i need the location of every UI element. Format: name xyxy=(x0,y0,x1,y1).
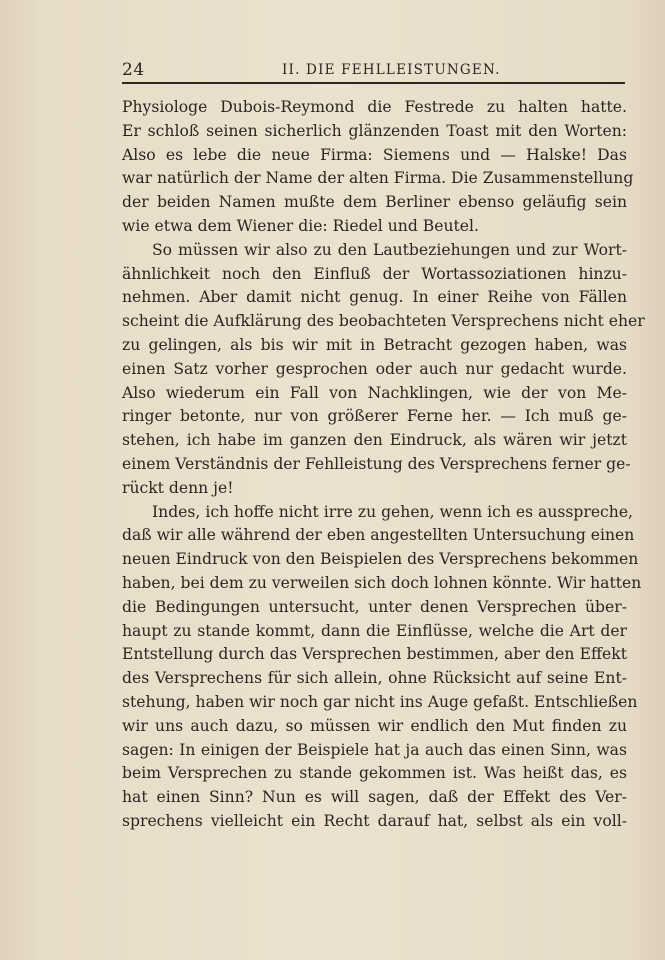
text-line: der beiden Namen mußte dem Berliner ebenso geläufig sein xyxy=(122,193,627,212)
text-line: Indes, ich hoffe nicht irre zu gehen, wenn ich es ausspreche, xyxy=(152,502,634,521)
text-line: Also wiederum ein Fall von Nachklingen, wie der von Me- xyxy=(122,383,627,402)
text-line: sagen: In einigen der Beispiele hat ja auch das einen Sinn, was xyxy=(122,740,627,759)
text-line: zu gelingen, als bis wir mit in Betracht gezogen haben, was xyxy=(122,335,627,354)
text-line: rückt denn je! xyxy=(122,478,234,497)
text-line: beim Versprechen zu stande gekommen ist. Was heißt das, es xyxy=(122,764,627,783)
text-line: neuen Eindruck von den Beispielen des Versprechens bekommen xyxy=(122,550,639,569)
text-line: hat einen Sinn? Nun es will sagen, daß der Effekt des Ver- xyxy=(122,788,627,807)
text-line: ringer betonte, nur von größerer Ferne her. — Ich muß ge- xyxy=(122,407,627,426)
text-line: Er schloß seinen sicherlich glänzenden Toast mit den Worten: xyxy=(122,121,627,140)
text-line: sprechens vielleicht ein Recht darauf hat, selbst als ein voll- xyxy=(122,811,627,830)
text-line: So müssen wir also zu den Lautbeziehungen und zur Wort- xyxy=(152,240,627,259)
text-line: wie etwa dem Wiener die: Riedel und Beutel. xyxy=(122,216,479,235)
running-head: II. DIE FEHLLEISTUNGEN. xyxy=(282,62,501,78)
text-line: haupt zu stande kommt, dann die Einflüsse, welche die Art der xyxy=(122,621,627,640)
text-line: Entstellung durch das Versprechen bestimmen, aber den Effekt xyxy=(122,645,627,664)
text-line: daß wir alle während der eben angestellten Untersuchung einen xyxy=(122,526,635,545)
text-line: war natürlich der Name der alten Firma. Die Zusammenstellung xyxy=(122,169,634,188)
text-line: haben, bei dem zu verweilen sich doch lohnen könnte. Wir hatten xyxy=(122,573,642,592)
header-rule xyxy=(122,82,625,84)
text-line: die Bedingungen untersucht, unter denen Versprechen über- xyxy=(122,597,627,616)
page-number: 24 xyxy=(122,60,145,80)
text-line: Physiologe Dubois-Reymond die Festrede zu halten hatte. xyxy=(122,98,627,116)
text-line: scheint die Aufklärung des beobachteten Versprechens nicht eher xyxy=(122,312,645,331)
text-line: einem Verständnis der Fehlleistung des Versprechens ferner ge- xyxy=(122,454,631,473)
page-header xyxy=(122,60,625,82)
text-line: einen Satz vorher gesprochen oder auch nur gedacht wurde. xyxy=(122,359,627,378)
text-line: stehung, haben wir noch gar nicht ins Auge gefaßt. Entschließen xyxy=(122,692,638,711)
text-line: Also es lebe die neue Firma: Siemens und — Halske! Das xyxy=(122,145,627,164)
text-line: nehmen. Aber damit nicht genug. In einer Reihe von Fällen xyxy=(122,288,627,307)
text-line: des Versprechens für sich allein, ohne Rücksicht auf seine Ent- xyxy=(122,669,627,688)
text-line: wir uns auch dazu, so müssen wir endlich den Mut finden zu xyxy=(122,716,627,735)
body-text xyxy=(122,96,645,834)
text-line: stehen, ich habe im ganzen den Eindruck, als wären wir jetzt xyxy=(122,431,627,450)
text-line: ähnlichkeit noch den Einfluß der Wortassoziationen hinzu- xyxy=(122,264,627,283)
